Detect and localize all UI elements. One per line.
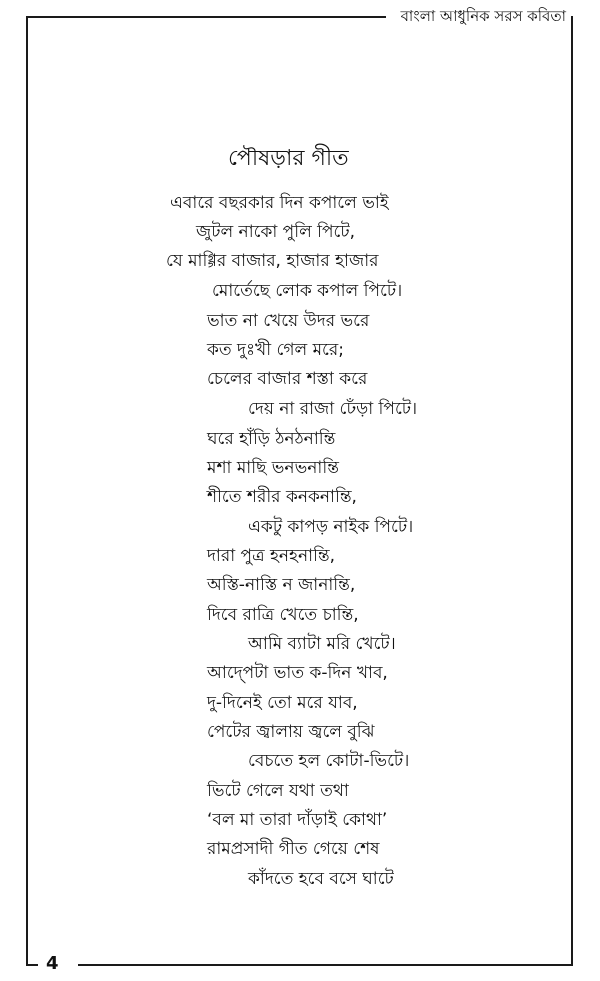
- poem-line: ভাত না খেয়ে উদর ভরে: [207, 311, 370, 331]
- poem-line: কাঁদতে হবে বসে ঘাটে: [248, 869, 394, 889]
- poem-line: মোর্তেছে লোক কপাল পিটে।: [212, 281, 403, 301]
- footer-rule-right: [78, 964, 573, 966]
- poem-line: দেয় না রাজা ঢেঁড়া পিটে।: [248, 399, 418, 419]
- poem-line: ‘বল মা তারা দাঁড়াই কোথা’: [207, 810, 388, 830]
- poem-line: এবারে বছরকার দিন কপালে ভাই: [170, 193, 389, 213]
- poem-line: দিবে রাত্রি খেতে চান্তি,: [207, 605, 359, 625]
- running-header-title: বাংলা আধুনিক সরস কবিতা: [400, 7, 566, 25]
- poem-line: ঘরে হাঁড়ি ঠনঠনান্তি: [207, 429, 336, 449]
- page-number: 4: [46, 953, 59, 974]
- poem-line: আমি ব্যাটা মরি খেটে।: [248, 634, 396, 654]
- poem-line: বেচতে হল কোটা-ভিটে।: [248, 751, 410, 771]
- page-frame-right-line: [571, 16, 573, 964]
- poem-line: একটু কাপড় নাইক পিটে।: [248, 517, 414, 537]
- poem-line: জুটল নাকো পুলি পিটে,: [196, 222, 356, 242]
- poem-line: চেলের বাজার শস্তা করে: [207, 369, 368, 389]
- poem-line: কত দুঃখী গেল মরে;: [207, 340, 344, 360]
- footer-rule-left: [26, 964, 38, 966]
- poem-line: দু-দিনেই তো মরে যাব,: [207, 693, 358, 713]
- poem-title: পৌষড়ার গীত: [228, 146, 349, 171]
- poem-line: আদ্পেটা ভাত ক-দিন খাব,: [207, 663, 388, 683]
- poem-line: মশা মাছি ভনভনান্তি: [207, 458, 339, 478]
- poem-line: রামপ্রসাদী গীত গেয়ে শেষ: [207, 839, 380, 859]
- poem-line: ভিটে গেলে যথা তথা: [207, 781, 349, 801]
- poem-line: পেটের জ্বালায় জ্বলে বুঝি: [207, 722, 375, 742]
- poem-line: শীতে শরীর কনকনান্তি,: [207, 487, 357, 507]
- header-rule: [26, 16, 386, 18]
- poem-line: যে মাগ্গির বাজার, হাজার হাজার: [166, 251, 379, 271]
- poem-line: অস্তি-নাস্তি ন জানান্তি,: [207, 575, 356, 595]
- page-frame-left-line: [26, 16, 28, 964]
- poem-line: দারা পুত্র হনহনান্তি,: [207, 546, 336, 566]
